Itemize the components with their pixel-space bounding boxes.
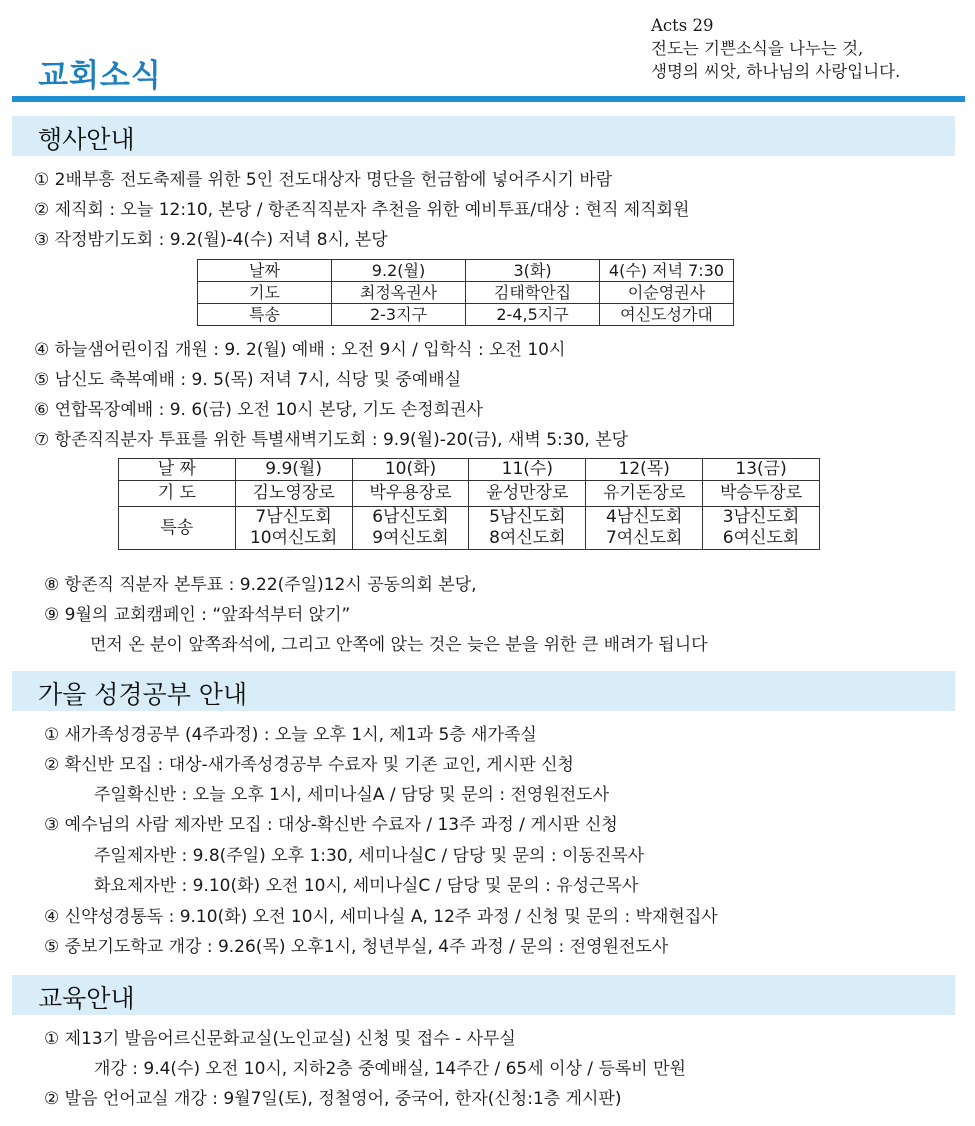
- bible-item: 화요제자반 : 9.10(화) 오전 10시, 세미나실C / 담당 및 문의 : 유성근목사: [94, 876, 639, 896]
- table-cell: 4(수) 저녁 7:30: [600, 260, 734, 282]
- table-cell: 특송: [198, 304, 332, 326]
- bible-item: ⑤ 중보기도학교 개강 : 9.26(목) 오후1시, 청년부실, 4주 과정 / 문의 : 전영원전도사: [44, 937, 669, 957]
- page-header: [0, 0, 975, 104]
- table-cell: 3(화): [466, 260, 600, 282]
- cell-line: 6여신도회: [722, 528, 800, 548]
- table-cell: 2-4,5지구: [466, 304, 600, 326]
- table-cell: 여신도성가대: [600, 304, 734, 326]
- table-row: [198, 260, 734, 282]
- education-item: ① 제13기 발음어르신문화교실(노인교실) 신청 및 접수 - 사무실: [44, 1029, 516, 1049]
- event-item: ⑥ 연합목장예배 : 9. 6(금) 오전 10시 본당, 기도 손정희권사: [34, 400, 483, 420]
- table-cell: 2-3지구: [332, 304, 466, 326]
- event-item: ⑤ 남신도 축복예배 : 9. 5(목) 저녁 7시, 식당 및 중예배실: [34, 370, 462, 390]
- table-row: [198, 282, 734, 304]
- table-cell: 13(금): [703, 459, 820, 481]
- table-cell: 기도: [198, 282, 332, 304]
- cell-line: 5남신도회: [489, 507, 566, 527]
- table-cell: 10(화): [352, 459, 469, 481]
- table-cell: 박승두장로: [703, 481, 820, 507]
- education-item: ② 발음 언어교실 개강 : 9월7일(토), 정철영어, 중국어, 한자(신청:1층 게시판): [44, 1089, 622, 1109]
- motto-line: 생명의 씨앗, 하나님의 사랑입니다.: [651, 62, 901, 81]
- cell-line: 10여신도회: [249, 528, 338, 548]
- cell-line: 7여신도회: [605, 528, 683, 548]
- header-divider: [12, 96, 965, 102]
- table-cell: [469, 507, 586, 550]
- table-cell: 박우용장로: [352, 481, 469, 507]
- page-title: 교회소식: [38, 58, 162, 94]
- table-cell: 날짜: [198, 260, 332, 282]
- event-item: ① 2배부흥 전도축제를 위한 5인 전도대상자 명단을 헌금함에 넣어주시기 바람: [34, 170, 613, 190]
- cell-line: 4남신도회: [605, 507, 683, 527]
- event-item: ④ 하늘샘어린이집 개원 : 9. 2(월) 예배 : 오전 9시 / 입학식 : 오전 10시: [34, 340, 566, 360]
- bible-item: ④ 신약성경통독 : 9.10(화) 오전 10시, 세미나실 A, 12주 과정 / 신청 및 문의 : 박재현집사: [44, 907, 718, 927]
- table-cell: [352, 507, 469, 550]
- table-row: [198, 304, 734, 326]
- table-cell: [703, 507, 820, 550]
- section-header-events: [12, 116, 955, 156]
- section-header-education: [12, 975, 955, 1015]
- section-title: 교육안내: [38, 984, 135, 1013]
- motto: [651, 14, 900, 83]
- table-cell: 윤성만장로: [469, 481, 586, 507]
- cell-line: 6남신도회: [372, 507, 449, 527]
- event-item: 먼저 온 분이 앞쪽좌석에, 그리고 안쪽에 앉는 것은 늦은 분을 위한 큰 배려가 됩니다: [90, 635, 708, 655]
- table-cell: 기 도: [119, 481, 236, 507]
- event-item: ⑦ 항존직직분자 투표를 위한 특별새벽기도회 : 9.9(월)-20(금), 새벽 5:30, 본당: [34, 430, 629, 450]
- table-cell: 최정옥권사: [332, 282, 466, 304]
- table-cell: 김노영장로: [235, 481, 352, 507]
- table-cell: 11(수): [469, 459, 586, 481]
- table-cell: 특송: [119, 507, 236, 550]
- table-cell: 9.9(월): [235, 459, 352, 481]
- bible-item: ① 새가족성경공부 (4주과정) : 오늘 오후 1시, 제1과 5층 새가족실: [44, 725, 537, 745]
- bible-item: ③ 예수님의 사람 제자반 모집 : 대상-확신반 수료자 / 13주 과정 / 게시판 신청: [44, 815, 618, 835]
- event-item: ③ 작정밤기도회 : 9.2(월)-4(수) 저녁 8시, 본당: [34, 230, 388, 250]
- cell-line: 3남신도회: [722, 507, 800, 527]
- table-row: [119, 459, 820, 481]
- event-item: ② 제직회 : 오늘 12:10, 본당 / 항존직직분자 추천을 위한 예비투표/대상 : 현직 제직회원: [34, 200, 690, 220]
- bible-item: ② 확신반 모집 : 대상-새가족성경공부 수료자 및 기존 교인, 게시판 신청: [44, 755, 574, 775]
- table-cell: 김태학안집: [466, 282, 600, 304]
- table-cell: [586, 507, 703, 550]
- table-cell: [235, 507, 352, 550]
- section-title: 행사안내: [38, 125, 135, 154]
- event-item: ⑨ 9월의 교회캠페인 : “앞좌석부터 앉기”: [44, 605, 351, 625]
- table-cell: 날 짜: [119, 459, 236, 481]
- motto-line: Acts 29: [651, 16, 714, 35]
- event-item: ⑧ 항존직 직분자 본투표 : 9.22(주일)12시 공동의회 본당,: [44, 575, 477, 595]
- motto-line: 전도는 기쁜소식을 나누는 것,: [651, 39, 864, 58]
- section-header-bible-study: [12, 671, 955, 711]
- cell-line: 9여신도회: [372, 528, 449, 548]
- table-row: [119, 481, 820, 507]
- table-cell: 12(목): [586, 459, 703, 481]
- bible-item: 주일확신반 : 오늘 오후 1시, 세미나실A / 담당 및 문의 : 전영원전도사: [94, 785, 610, 805]
- table-row: [119, 507, 820, 550]
- table-cell: 이순영권사: [600, 282, 734, 304]
- education-item: 개강 : 9.4(수) 오전 10시, 지하2층 중예배실, 14주간 / 65세 이상 / 등록비 만원: [94, 1059, 686, 1079]
- prayer-meeting-table: [197, 259, 734, 326]
- table-cell: 9.2(월): [332, 260, 466, 282]
- bible-item: 주일제자반 : 9.8(주일) 오후 1:30, 세미나실C / 담당 및 문의 : 이동진목사: [94, 846, 645, 866]
- section-title: 가을 성경공부 안내: [38, 680, 248, 709]
- cell-line: 7남신도회: [255, 507, 332, 527]
- dawn-prayer-table: [118, 458, 820, 550]
- cell-line: 8여신도회: [489, 528, 566, 548]
- table-cell: 유기돈장로: [586, 481, 703, 507]
